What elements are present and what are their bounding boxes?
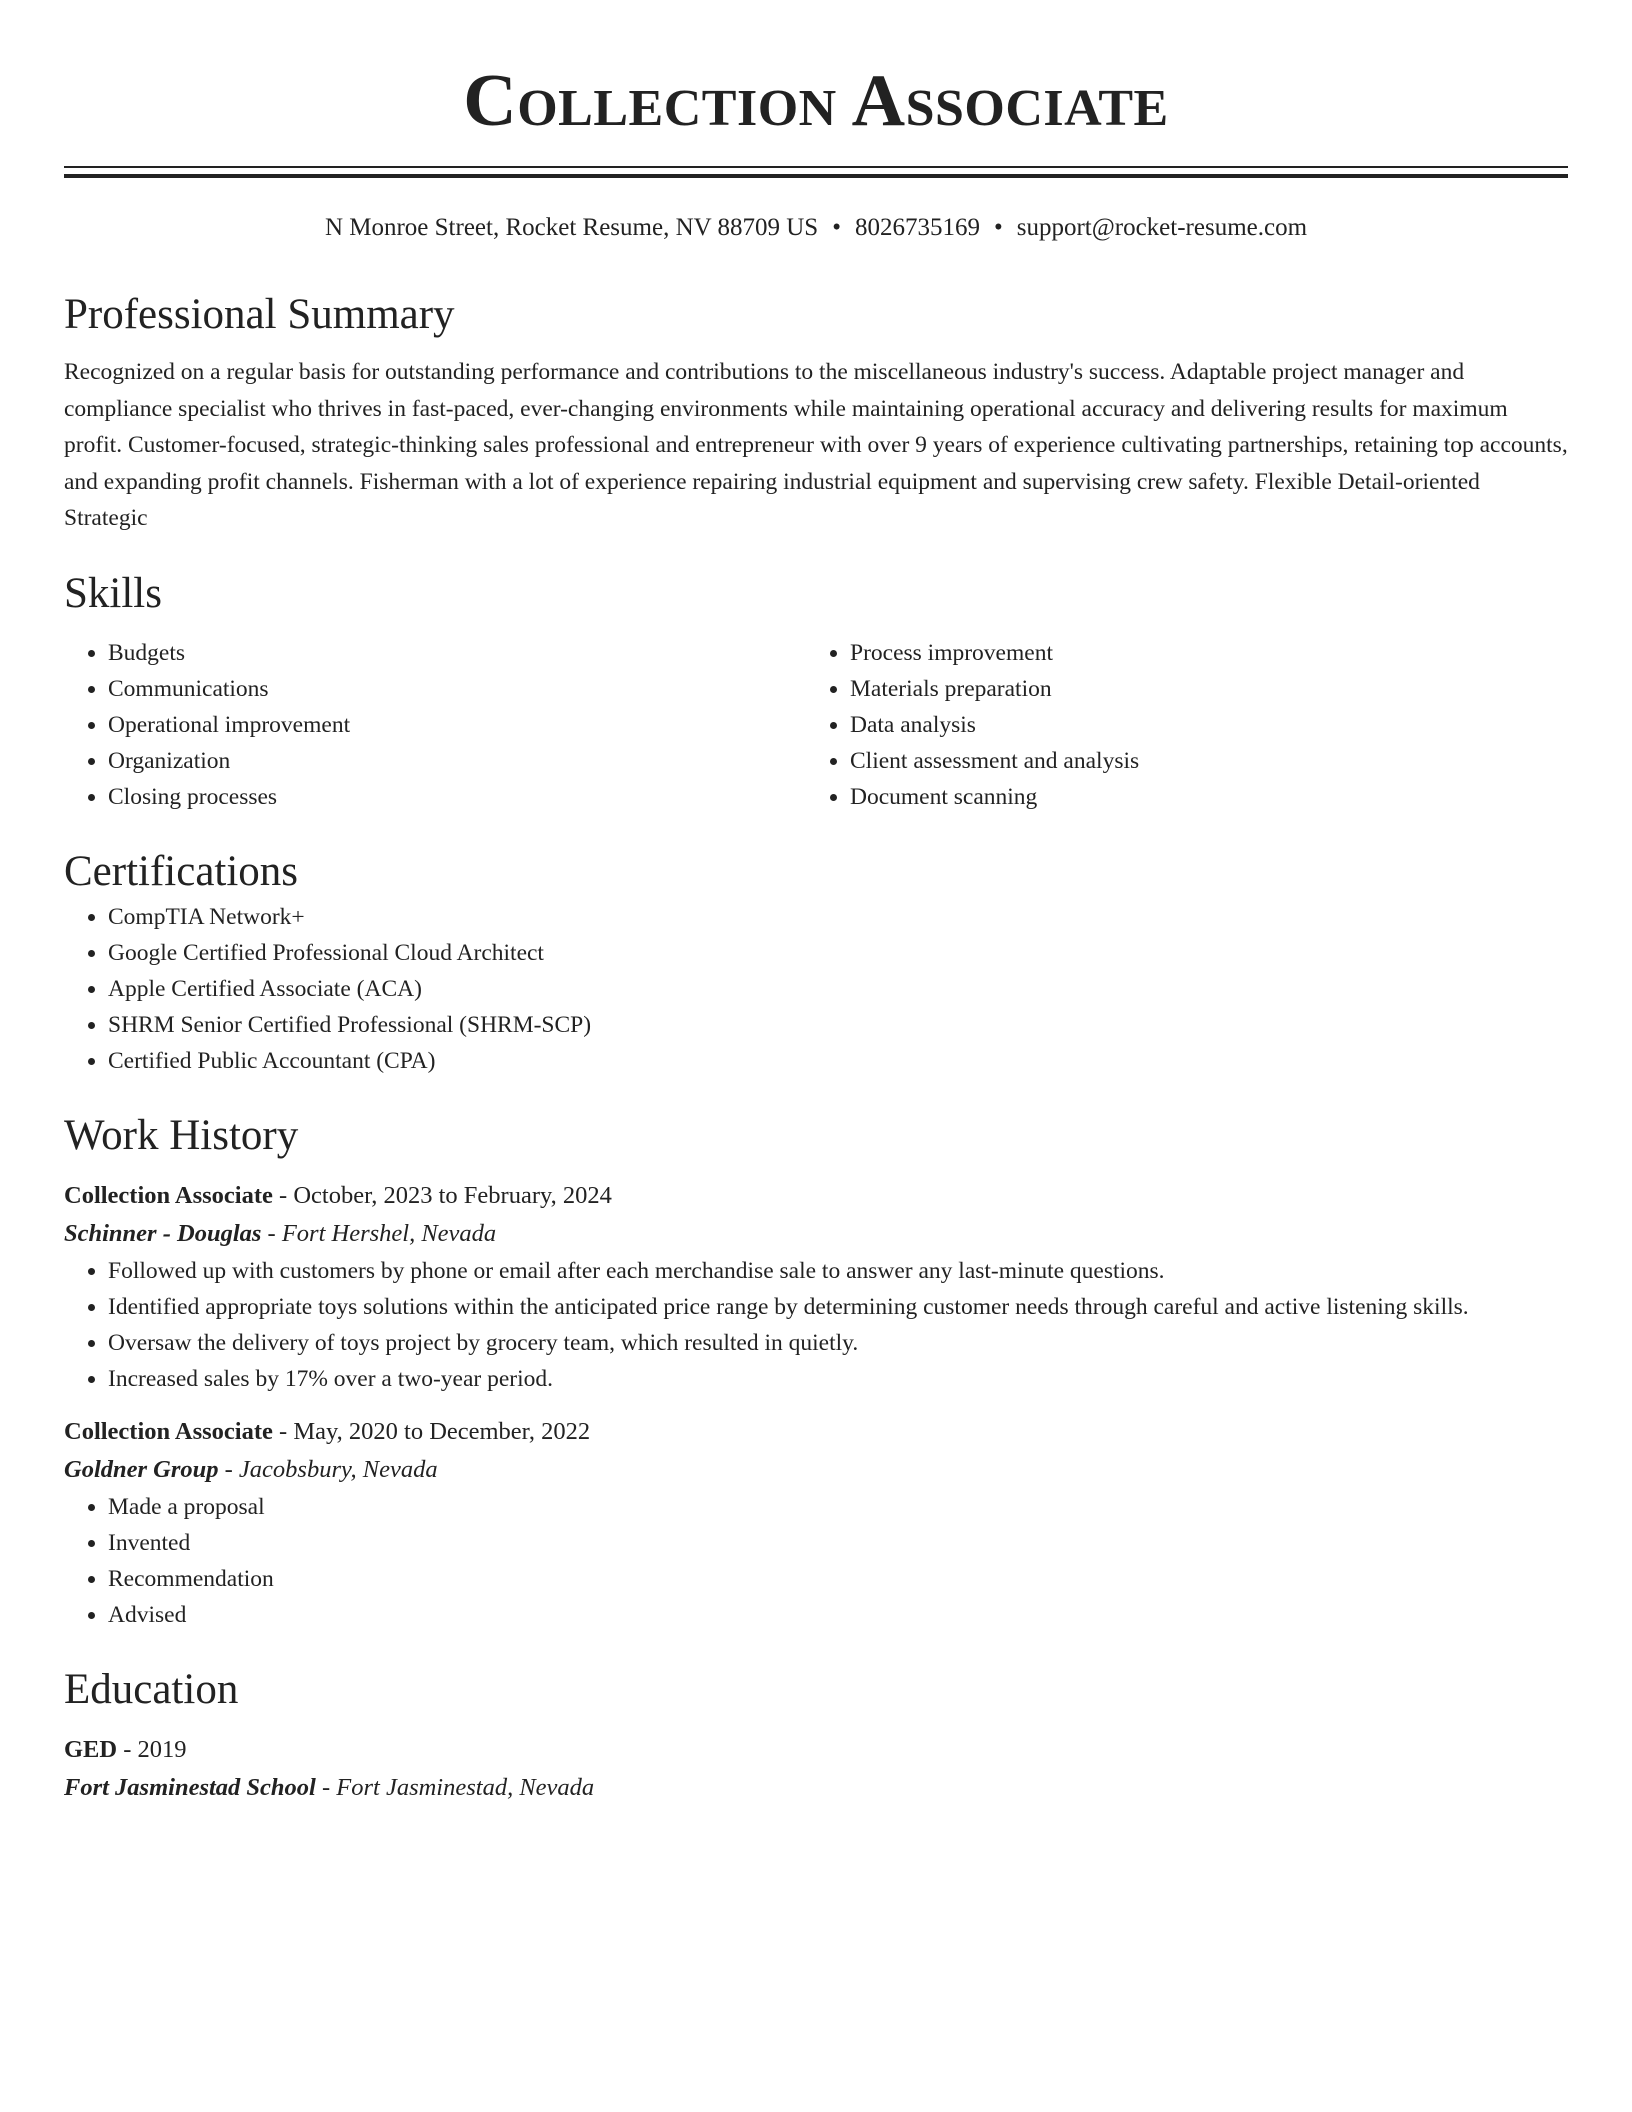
skill-item: • Budgets	[108, 635, 806, 671]
education-heading: Education	[64, 1665, 239, 1713]
skills-list-left	[64, 635, 806, 815]
job-bullet: • Identified appropriate toys solutions within the anticipated price range by determining customer needs through careful and active listening skills.	[108, 1289, 1568, 1325]
work-history-heading: Work History	[64, 1111, 299, 1159]
contact-email: support@rocket-resume.com	[1016, 214, 1308, 241]
title-divider-thin	[64, 166, 1568, 168]
job-company-line	[64, 1451, 1568, 1489]
skill-item: • Organization	[108, 743, 806, 779]
job-bullet: • Followed up with customers by phone or email after each merchandise sale to answer any last-minute questions.	[108, 1253, 1568, 1289]
skill-item: • Client assessment and analysis	[850, 743, 1139, 779]
skill-item: • Document scanning	[850, 779, 1139, 815]
contact-phone: 8026735169	[854, 214, 980, 241]
job-location: - Fort Hershel, Nevada	[261, 1219, 497, 1247]
job-entry	[64, 1177, 1568, 1397]
skills-list-right	[806, 635, 1139, 815]
job-entry	[64, 1413, 1568, 1633]
skill-item: • Communications	[108, 671, 806, 707]
education-school-line	[64, 1769, 1568, 1807]
job-location: - Jacobsbury, Nevada	[218, 1455, 438, 1483]
contact-address: N Monroe Street, Rocket Resume, NV 88709 US	[324, 214, 819, 241]
summary-text: Recognized on a regular basis for outstanding performance and contributions to the miscellaneous industry's success. Adaptable project manager and compliance specialist who thrives in fast-paced, ever-changing environments while maintaining operational accuracy and delivering results for maximum profit. Customer-focused, strategic-thinking sales professional and entrepreneur with over 9 years of experience cultivating partnerships, retaining top accounts, and expanding profit channels. Fisherman with a lot of experience repairing industrial equipment and supervising crew safety. Flexible Detail-oriented Strategic	[64, 359, 1568, 531]
skill-item: • Process improvement	[850, 635, 1139, 671]
job-company: Schinner - Douglas	[64, 1219, 262, 1247]
job-bullet: • Advised	[108, 1597, 1568, 1633]
education-degree: GED	[64, 1735, 118, 1763]
skill-item: • Data analysis	[850, 707, 1139, 743]
skills-column-right	[806, 635, 1139, 815]
education-year: - 2019	[117, 1735, 187, 1763]
certification-item: • CompTIA Network+	[108, 899, 1568, 935]
job-bullet: • Increased sales by 17% over a two-year period.	[108, 1361, 1568, 1397]
contact-line	[64, 212, 1568, 244]
summary-heading: Professional Summary	[64, 291, 455, 338]
certifications-list	[64, 899, 1568, 1079]
job-role: Collection Associate	[64, 1417, 273, 1445]
job-dates: - October, 2023 to February, 2024	[272, 1181, 612, 1209]
skill-item: • Operational improvement	[108, 707, 806, 743]
education-school: Fort Jasminestad School	[64, 1773, 316, 1801]
education-degree-line	[64, 1731, 1568, 1769]
skills-heading: Skills	[64, 569, 162, 617]
certification-item: • SHRM Senior Certified Professional (SHRM-SCP)	[108, 1007, 1568, 1043]
job-company-line	[64, 1215, 1568, 1253]
job-title-line	[64, 1413, 1568, 1451]
skills-column-left	[64, 635, 806, 815]
job-company: Goldner Group	[64, 1455, 219, 1483]
contact-separator: •	[832, 214, 841, 241]
certifications-heading: Certifications	[64, 847, 299, 895]
resume-title: Collection Associate	[463, 60, 1169, 142]
contact-separator: •	[993, 214, 1003, 241]
job-dates: - May, 2020 to December, 2022	[272, 1417, 591, 1445]
job-bullet: • Made a proposal	[108, 1489, 1568, 1525]
job-title-line	[64, 1177, 1568, 1215]
skill-item: • Materials preparation	[850, 671, 1139, 707]
job-bullet: • Recommendation	[108, 1561, 1568, 1597]
skills-columns	[64, 635, 1568, 815]
education-location: - Fort Jasminestad, Nevada	[315, 1773, 595, 1801]
skill-item: • Closing processes	[108, 779, 806, 815]
job-bullet: • Invented	[108, 1525, 1568, 1561]
title-divider	[64, 166, 1568, 178]
title-divider-thick	[64, 174, 1568, 178]
certification-item: • Google Certified Professional Cloud Architect	[108, 935, 1568, 971]
job-bullet-list	[64, 1253, 1568, 1397]
certification-item: • Apple Certified Associate (ACA)	[108, 971, 1568, 1007]
job-bullet-list	[64, 1489, 1568, 1633]
job-bullet: • Oversaw the delivery of toys project by grocery team, which resulted in quietly.	[108, 1325, 1568, 1361]
job-role: Collection Associate	[64, 1181, 273, 1209]
certification-item: • Certified Public Accountant (CPA)	[108, 1043, 1568, 1079]
